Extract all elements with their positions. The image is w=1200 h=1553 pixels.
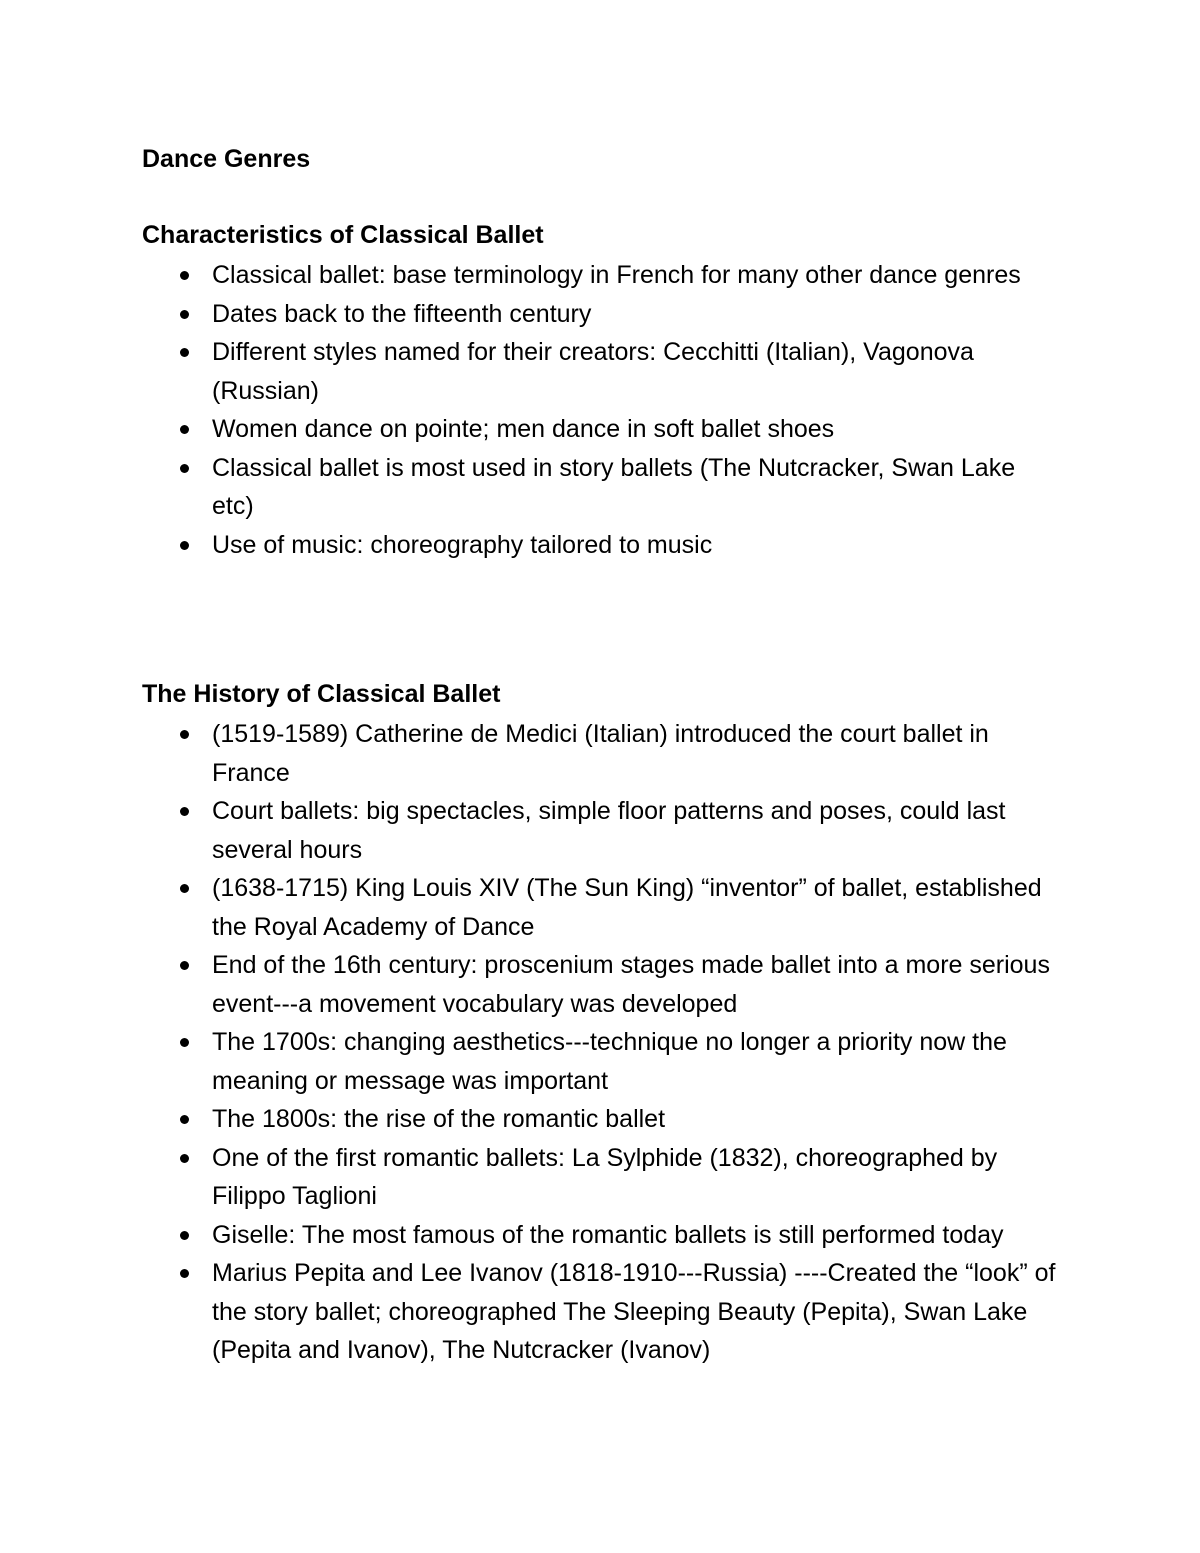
list-item-text: (1519-1589) Catherine de Medici (Italian) introduced the court ballet in France <box>212 720 989 787</box>
list-item-text: One of the first romantic ballets: La Sylphide (1832), choreographed by Filippo Taglioni <box>212 1143 998 1210</box>
list-item-text: Different styles named for their creators: Cecchitti (Italian), Vagonova (Russian) <box>212 338 974 405</box>
list-item-text: The 1800s: the rise of the romantic ballet <box>212 1105 666 1133</box>
list-item-text: Classical ballet is most used in story ballets (The Nutcracker, Swan Lake etc) <box>212 453 1016 520</box>
bullet-icon <box>180 961 189 970</box>
list-item <box>142 449 1062 526</box>
list-item-text: Marius Pepita and Lee Ivanov (1818-1910---Russia) ----Created the “look” of the story ballet; choreographed The Sleeping Beauty (Pepita), Swan Lake (Pepita and Ivanov), The Nutcracker (Ivanov) <box>212 1259 1056 1364</box>
list-item-text: Use of music: choreography tailored to music <box>212 530 713 559</box>
bullet-list <box>142 256 1062 564</box>
document-title: Dance Genres <box>142 145 311 173</box>
list-item <box>142 1100 1062 1139</box>
list-item-text: The 1700s: changing aesthetics---technique no longer a priority now the meaning or message was important <box>212 1028 1007 1095</box>
section-heading: The History of Classical Ballet <box>142 680 501 708</box>
section-characteristics <box>142 218 1062 564</box>
bullet-icon <box>180 884 189 893</box>
bullet-icon <box>180 1269 189 1278</box>
bullet-icon <box>180 1038 189 1047</box>
bullet-icon <box>180 807 189 816</box>
list-item <box>142 715 1062 792</box>
bullet-icon <box>180 541 189 550</box>
list-item <box>142 256 1062 295</box>
list-item-text: (1638-1715) King Louis XIV (The Sun King) “inventor” of ballet, established the Royal Academy of Dance <box>212 874 1042 941</box>
bullet-icon <box>180 348 189 357</box>
list-item-text: Classical ballet: base terminology in French for many other dance genres <box>212 261 1021 289</box>
section-history <box>142 677 1062 1370</box>
list-item-text: End of the 16th century: proscenium stages made ballet into a more serious event---a movement vocabulary was developed <box>212 951 1050 1018</box>
list-item-text: Dates back to the fifteenth century <box>212 299 592 328</box>
section-heading: Characteristics of Classical Ballet <box>142 221 544 249</box>
list-item <box>142 1216 1062 1255</box>
list-item <box>142 1139 1062 1216</box>
list-item <box>142 869 1062 946</box>
list-item <box>142 792 1062 869</box>
list-item <box>142 526 1062 565</box>
bullet-list <box>142 715 1062 1370</box>
list-item <box>142 333 1062 410</box>
bullet-icon <box>180 425 189 434</box>
list-item-text: Court ballets: big spectacles, simple floor patterns and poses, could last several hours <box>212 797 1006 864</box>
list-item <box>142 946 1062 1023</box>
list-item <box>142 410 1062 449</box>
list-item <box>142 1023 1062 1100</box>
bullet-icon <box>180 310 189 319</box>
list-item <box>142 295 1062 334</box>
bullet-icon <box>180 464 189 473</box>
bullet-icon <box>180 1115 189 1124</box>
bullet-icon <box>180 1154 189 1163</box>
list-item-text: Giselle: The most famous of the romantic ballets is still performed today <box>212 1220 1004 1249</box>
list-item <box>142 1254 1062 1370</box>
bullet-icon <box>180 730 189 739</box>
bullet-icon <box>180 1231 189 1240</box>
list-item-text: Women dance on pointe; men dance in soft ballet shoes <box>212 415 835 443</box>
bullet-icon <box>180 271 189 280</box>
